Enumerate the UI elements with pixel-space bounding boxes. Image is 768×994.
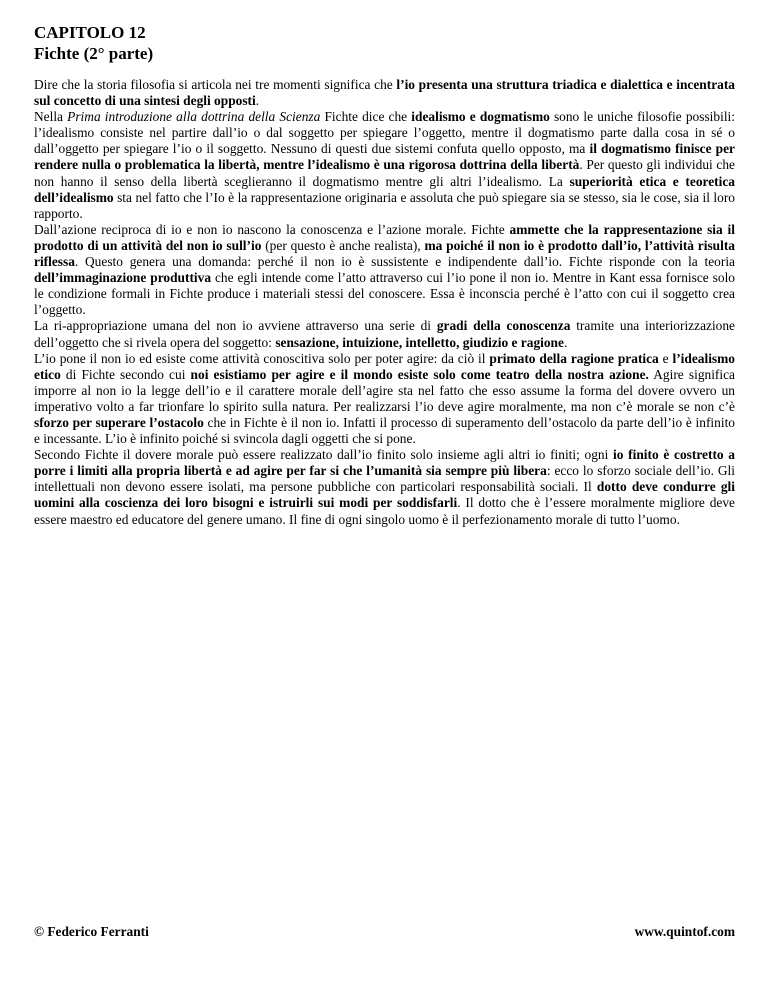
paragraph	[34, 351, 735, 448]
bold-text: dotto deve condurre gli uomini alla coscienza dei loro bisogni e istruirli sui modi per soddisfarli	[34, 479, 735, 511]
bold-text: primato della ragione pratica	[489, 350, 659, 366]
bold-text: l’idealismo etico	[34, 350, 735, 382]
text-run: Dire che la storia filosofia si articola nei tre momenti significa che	[34, 77, 397, 92]
paragraph	[34, 109, 735, 222]
bold-text: idealismo e dogmatismo	[411, 109, 550, 125]
text-run: . Il dotto che è l’essere moralmente migliore deve essere maestro ed educatore del genere umano. Il fine di ogni singolo uomo è il perfezionamento morale di tutto l’uomo.	[34, 495, 735, 527]
text-run: . Questo genera una domanda: perché il non io è sussistente e indipendente dall’io. Fichte risponde con la teoria	[74, 254, 735, 270]
text-run: sta nel fatto che l’Io è la rappresentazione originaria e assoluta che può spiegare sia se stesso, sia le cose, sia il loro rapporto.	[34, 189, 735, 221]
paragraph	[34, 447, 735, 527]
bold-text: ammette che la rappresentazione sia il prodotto di un attività del non io sull’io	[34, 221, 735, 253]
paragraph	[34, 222, 735, 319]
text-run: che egli intende come l’atto attraverso cui l’io pone il non io. Mentre in Kant essa fornisce solo le condizione formali in Fichte produce i materiali stessi del conoscere. Essa è inconscia perché è l’atto con cui il soggetto crea l’oggetto.	[34, 270, 735, 318]
bold-text: io finito è costretto a porre i limiti alla propria libertà e ad agire per far si che l’umanità sia sempre più libera	[34, 447, 735, 479]
bold-text: il dogmatismo finisce per rendere nulla o problematica la libertà, mentre l’idealismo è una rigorosa dottrina della libertà	[34, 141, 736, 173]
text-run: Nella	[34, 109, 68, 125]
text-run: Secondo Fichte il dovere morale può essere realizzato dall’io finito solo insieme agli altri io finiti; ogni	[34, 447, 614, 463]
text-run: sono le uniche filosofie possibili: l’idealismo consiste nel partire dall’io o dal soggetto per spiegare l’oggetto, mentre il dogmatismo parte dalla cosa in sé o dall’oggetto per spiegare l’io o il soggetto. Nessuno di questi due sistemi confuta quello opposto, ma	[34, 109, 735, 157]
text-run: .	[255, 93, 260, 109]
text-run: di Fichte secondo cui	[60, 366, 191, 382]
document-page	[34, 22, 735, 528]
text-run: L’io pone il non io ed esiste come attività conoscitiva solo per poter agire: da ciò il	[34, 350, 490, 366]
bold-text: sensazione, intuizione, intelletto, giudizio e ragione	[275, 334, 564, 350]
text-run: Agire significa imporre al non io la legge dell’io e il carattere morale dell’agire sta nel fatto che esso assume la forma del dovere ovvero un imperativo volto a far trionfare lo spirito sulla natura. Per realizzarsi l’io deve agire moralmente, ma non c’è morale se non c’è	[34, 366, 735, 414]
bold-text: noi esistiamo per agire e il mondo esiste solo come teatro della nostra azione.	[190, 366, 649, 382]
bold-text: sforzo per superare l’ostacolo	[34, 414, 204, 430]
bold-text: gradi della conoscenza	[436, 318, 571, 334]
text-run: . Per questo gli individui che non hanno il senso della libertà sceglieranno il dogmatismo mentre gli altri l’idealismo. La	[34, 157, 735, 189]
text-run: tramite una interiorizzazione dell’oggetto che si rivela opera del soggetto:	[34, 318, 736, 350]
bold-text: ma poiché il non io è prodotto dall’io, l’attività risulta riflessa	[34, 237, 735, 270]
footer-author: © Federico Ferranti	[34, 924, 149, 939]
chapter-number: CAPITOLO 12	[34, 23, 146, 42]
chapter-body	[34, 77, 735, 528]
chapter-title: Fichte (2° parte)	[34, 44, 154, 63]
text-run: La ri-appropriazione umana del non io avviene attraverso una serie di	[34, 318, 437, 334]
footer-website: www.quintof.com	[634, 924, 735, 939]
paragraph	[34, 77, 735, 109]
text-run: e	[658, 350, 673, 366]
text-run: .	[563, 334, 568, 350]
text-run: Fichte dice che	[320, 109, 412, 125]
text-run: Dall’azione reciproca di io e non io nascono la conoscenza e l’azione morale. Fichte	[34, 221, 510, 237]
bold-text: dell’immaginazione produttiva	[34, 270, 212, 286]
bold-text: l’io presenta una struttura triadica e dialettica e incentrata sul concetto di una sintesi degli opposti	[34, 77, 735, 109]
text-run: : ecco lo sforzo sociale dell’io. Gli intellettuali non devono essere isolati, ma persone pubbliche con particolari responsabilità sociali. Il	[34, 463, 735, 495]
italic-text: Prima introduzione alla dottrina della Scienza	[67, 109, 321, 125]
paragraph	[34, 318, 735, 350]
page-footer	[34, 924, 735, 940]
text-run: che in Fichte è il non io. Infatti il processo di superamento dell’ostacolo da parte dell’io è infinito e incessante. L’io è infinito poiché si svincola dagli oggetti che si pone.	[34, 414, 735, 447]
bold-text: superiorità etica e teoretica dell’idealismo	[34, 173, 735, 205]
text-run: (per questo è anche realista),	[261, 237, 425, 253]
